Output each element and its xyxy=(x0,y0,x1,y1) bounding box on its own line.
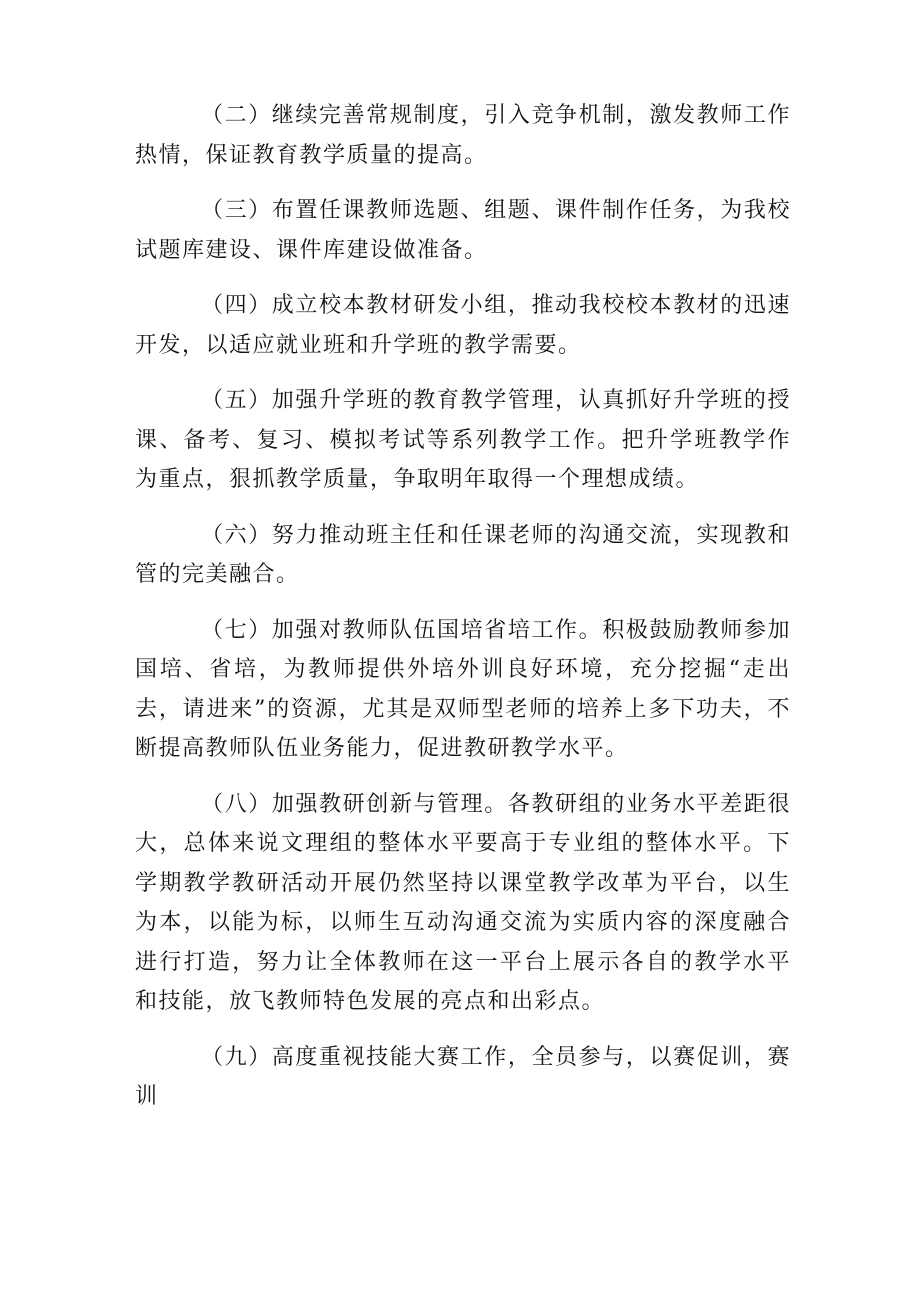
paragraph-3: （三）布置任课教师选题、组题、课件制作任务，为我校试题库建设、课件库建设做准备。 xyxy=(135,198,791,263)
document-body xyxy=(135,96,791,1133)
paragraph-6: （六）努力推动班主任和任课老师的沟通交流，实现教和管的完美融合。 xyxy=(135,522,791,587)
paragraph-9: （九）高度重视技能大赛工作，全员参与，以赛促训，赛训 xyxy=(135,1044,791,1109)
paragraph-7: （七）加强对教师队伍国培省培工作。积极鼓励教师参加国培、省培，为教师提供外培外训良好环境，充分挖掘“走出去，请进来”的资源，尤其是双师型老师的培养上多下功夫，不断提高教师队伍业务能力，促进教研教学水平。 xyxy=(135,617,791,761)
paragraph-2: （二）继续完善常规制度，引入竞争机制，激发教师工作热情，保证教育教学质量的提高。 xyxy=(135,103,791,168)
paragraph-8: （八）加强教研创新与管理。各教研组的业务水平差距很大，总体来说文理组的整体水平要高于专业组的整体水平。下学期教学教研活动开展仍然坚持以课堂教学改革为平台，以生为本，以能为标，以师生互动沟通交流为实质内容的深度融合进行打造，努力让全体教师在这一平台上展示各自的教学水平和技能，放飞教师特色发展的亮点和出彩点。 xyxy=(135,791,791,1014)
paragraph-4: （四）成立校本教材研发小组，推动我校校本教材的迅速开发，以适应就业班和升学班的教学需要。 xyxy=(135,293,791,358)
paragraph-5: （五）加强升学班的教育教学管理，认真抓好升学班的授课、备考、复习、模拟考试等系列教学工作。把升学班教学作为重点，狠抓教学质量，争取明年取得一个理想成绩。 xyxy=(135,388,791,492)
